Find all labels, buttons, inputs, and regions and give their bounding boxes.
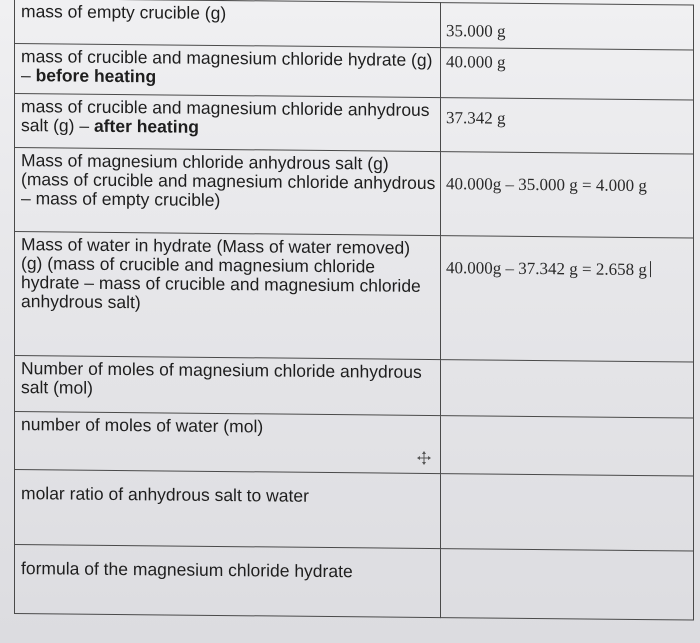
row-label: mass of crucible and magnesium chloride hydrate (g) – before heating [15,44,441,98]
row-value[interactable] [441,549,694,620]
row-value[interactable] [441,416,694,476]
row-label: mass of crucible and magnesium chloride anhydrous salt (g) – after heating [15,94,441,152]
row-label: Number of moles of magnesium chloride anhydrous salt (mol) [15,356,441,416]
row-value[interactable]: 40.000g – 37.342 g = 2.658 g [441,236,694,362]
table-row [15,0,694,50]
row-label: number of moles of water (mol) [15,412,441,474]
row-label: molar ratio of anhydrous salt to water [15,470,441,549]
row-value[interactable]: 35.000 g [441,3,694,50]
row-value[interactable]: 40.000 g [441,48,694,100]
table-row [15,44,694,101]
row-label: mass of empty crucible (g) [15,0,441,48]
row-value[interactable] [441,360,694,418]
table-row [15,470,694,552]
table-row [15,94,694,155]
data-table [14,0,694,621]
table-row [15,356,694,419]
table-row [15,412,694,477]
row-value[interactable]: 40.000g – 35.000 g = 4.000 g [441,152,694,238]
table-row [15,232,694,363]
row-value[interactable]: 37.342 g [441,98,694,154]
table-row [15,545,694,621]
row-value[interactable] [441,474,694,551]
row-label: Mass of water in hydrate (Mass of water removed) (g) (mass of crucible and magnesium chloride hydrate – mass of crucible and magnesium chloride anhydrous salt) [15,232,441,360]
move-cursor-icon [417,451,431,465]
row-label: Mass of magnesium chloride anhydrous salt (g) (mass of crucible and magnesium chloride anhydrous – mass of empty crucible) [15,148,441,236]
row-label: formula of the magnesium chloride hydrate [15,545,441,618]
table-row [15,148,694,239]
text-cursor [650,261,651,277]
